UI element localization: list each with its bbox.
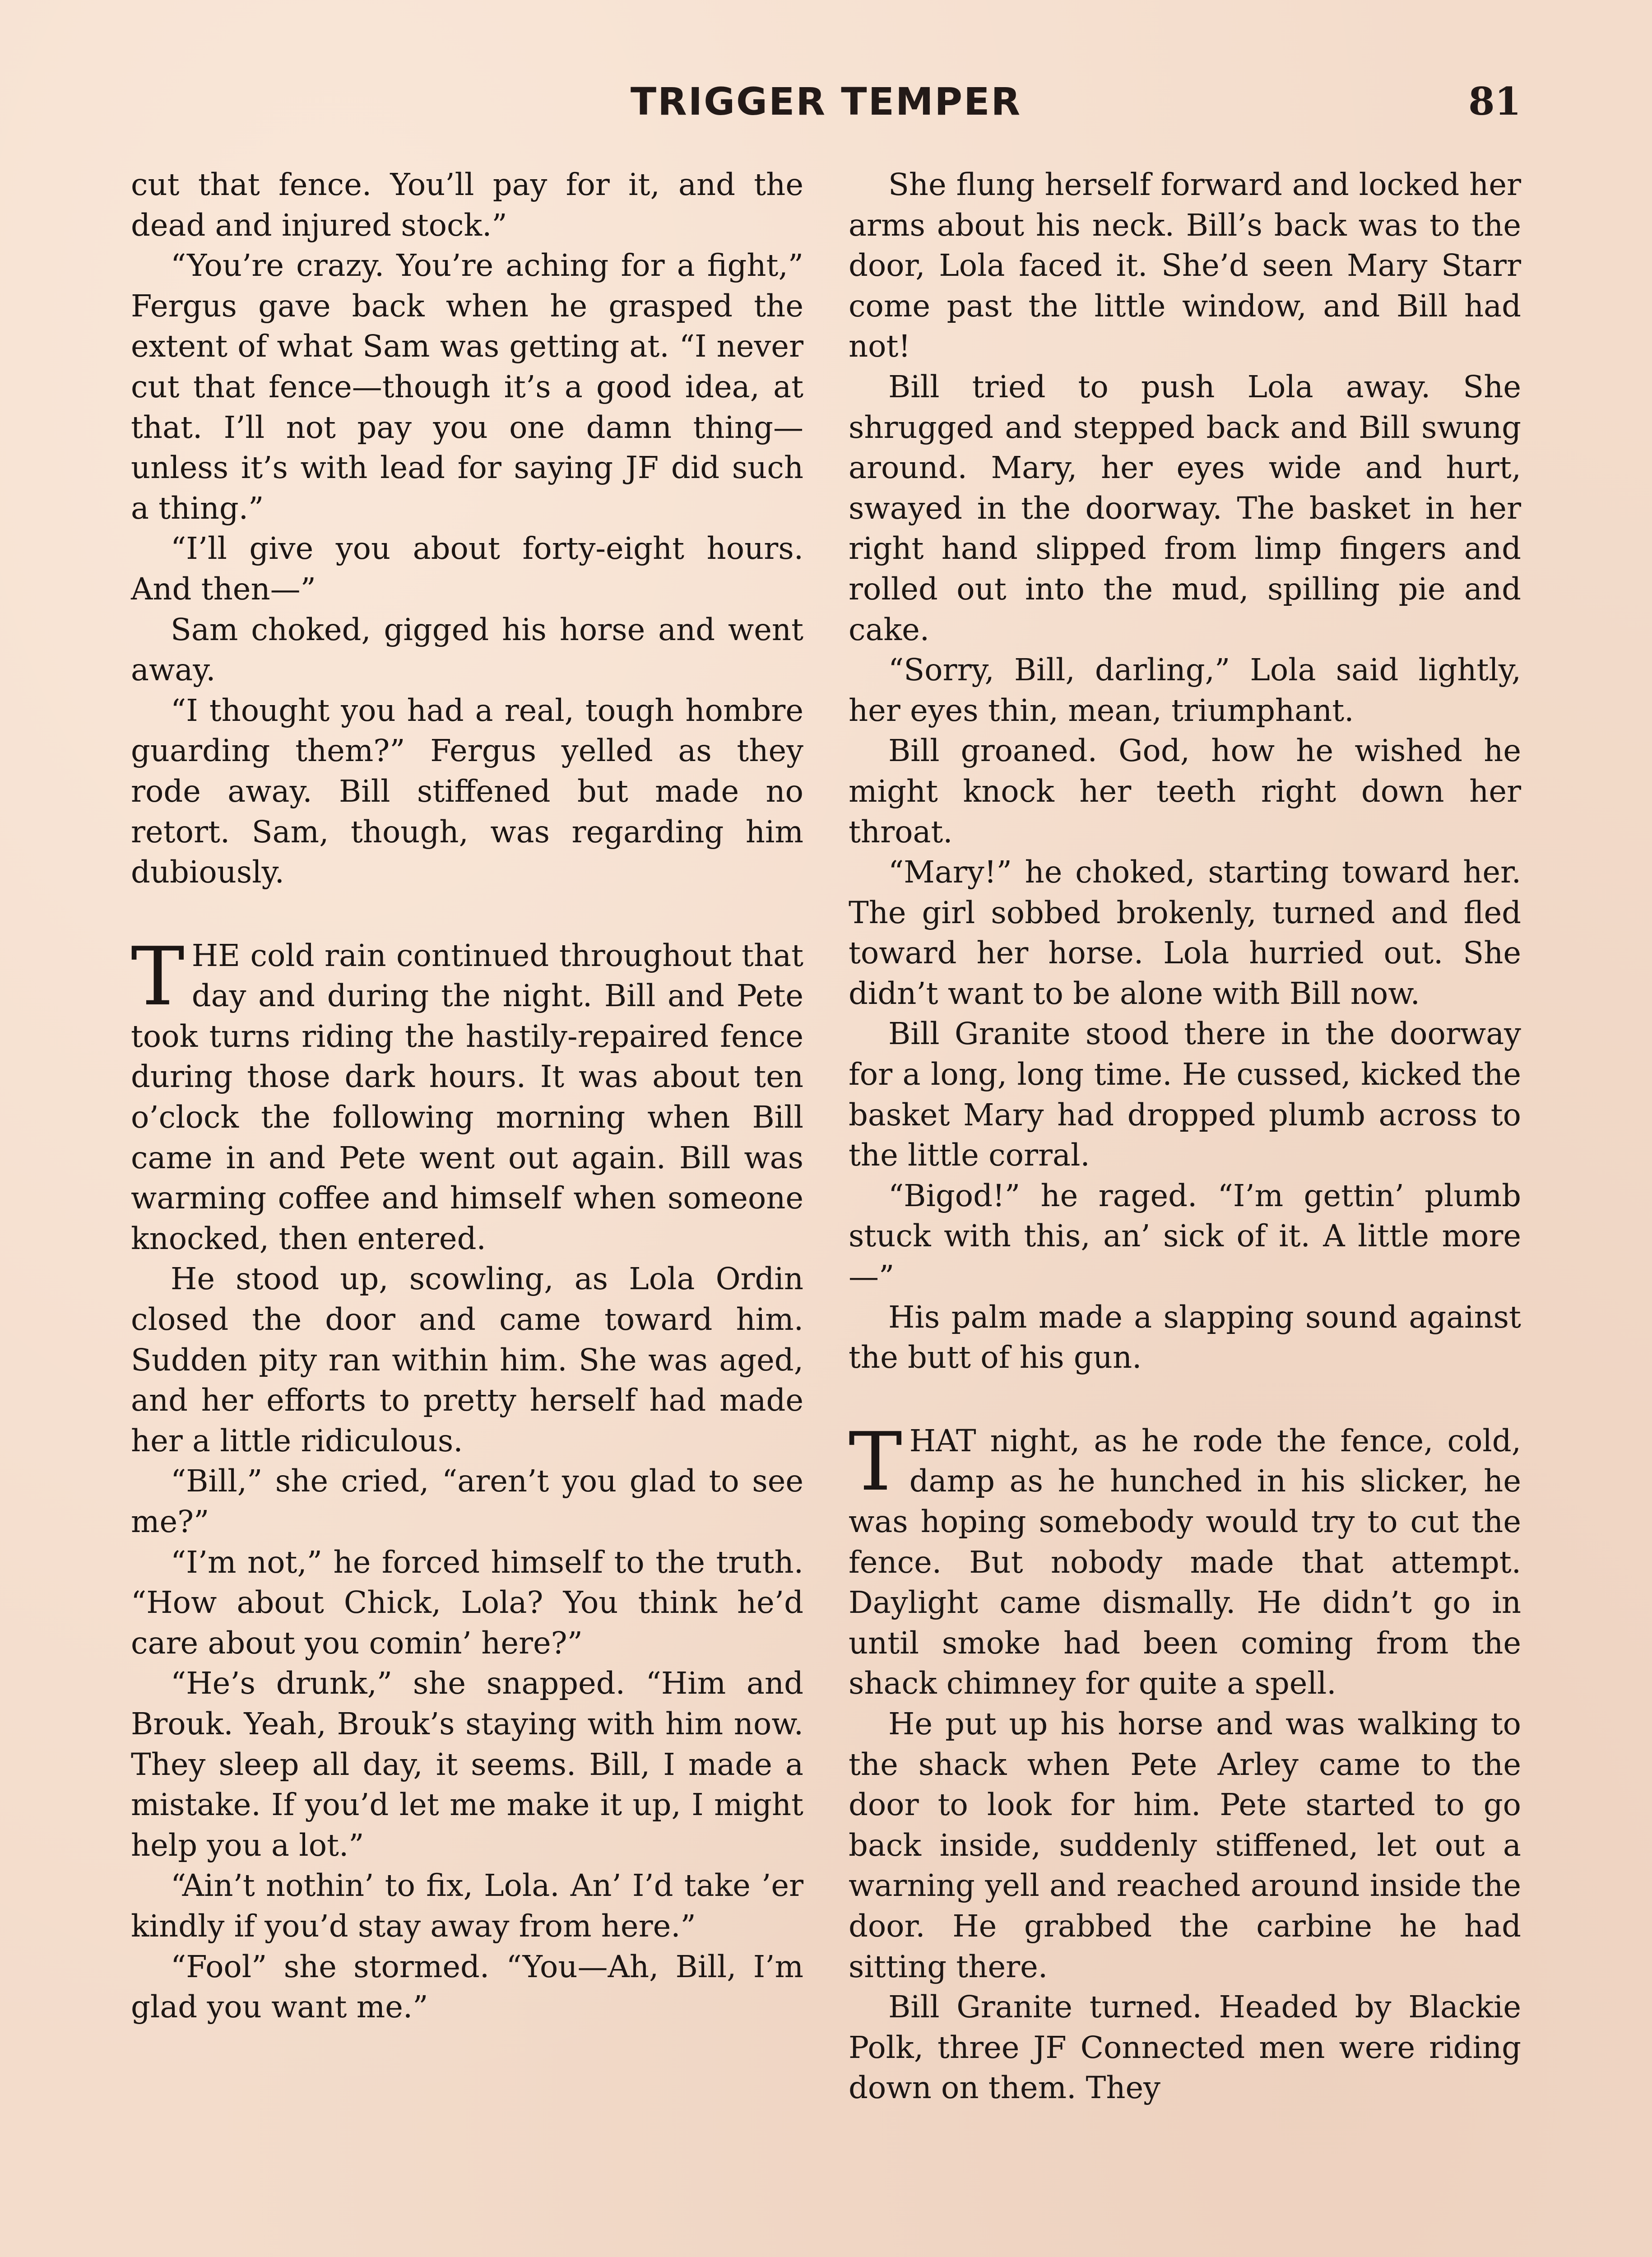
paragraph: “Ain’t nothin’ to fix, Lola. An’ I’d take ’er kindly if you’d stay away from here.” [131, 1868, 803, 1944]
paragraph: “You’re crazy. You’re aching for a fight,” Fergus gave back when he grasped the extent of what Sam was getting at. “I never cut that fence—though it’s a good idea, at that. I’ll not pay you one damn thing—unless it’s with lead for saying JF did such a thing.” [131, 248, 803, 526]
drop-cap: T [131, 929, 185, 1023]
left-column [131, 165, 803, 2028]
paragraph: Bill Granite stood there in the doorway for a long, long time. He cussed, kicked the basket Mary had dropped plumb across to the little corral. [849, 1016, 1521, 1173]
section-opening-paragraph [849, 1415, 1521, 1704]
paragraph: He stood up, scowling, as Lola Ordin closed the door and came toward him. Sudden pity ran within him. She was aged, and her efforts to pretty herself had made her a little ridiculous. [131, 1261, 803, 1458]
paragraph: She flung herself forward and locked her arms about his neck. Bill’s back was to the door, Lola faced it. She’d seen Mary Starr come past the little window, and Bill had not! [849, 167, 1521, 364]
paragraph: “He’s drunk,” she snapped. “Him and Brouk. Yeah, Brouk’s staying with him now. They sleep all day, it seems. Bill, I made a mistake. If you’d let me make it up, I might help you a lot.” [131, 1666, 803, 1863]
paragraph: “I thought you had a real, tough hombre guarding them?” Fergus yelled as they rode away. Bill stiffened but made no retort. Sam, though, was regarding him dubiously. [131, 692, 803, 890]
paragraph: Bill tried to push Lola away. She shrugged and stepped back and Bill swung around. Mary, her eyes wide and hurt, swayed in the doorway. The basket in her right hand slipped from limp fingers and rolled out into the mud, spilling pie and cake. [849, 369, 1521, 647]
paragraph: Bill groaned. God, how he wished he might knock her teeth right down her throat. [849, 733, 1521, 850]
paragraph: “Mary!” he choked, starting toward her. The girl sobbed brokenly, turned and fled toward her horse. Lola hurried out. She didn’t want to be alone with Bill now. [849, 855, 1521, 1011]
right-column [849, 165, 1521, 2108]
paragraph: “Fool” she stormed. “You—Ah, Bill, I’m glad you want me.” [131, 1949, 803, 2025]
paragraph: cut that fence. You’ll pay for it, and the dead and injured stock.” [131, 167, 803, 243]
paragraph: “I’ll give you about forty-eight hours. And then—” [131, 531, 803, 607]
paragraph: “I’m not,” he forced himself to the truth. “How about Chick, Lola? You think he’d care about you comin’ here?” [131, 1544, 803, 1661]
section-opening-paragraph [131, 929, 803, 1259]
section-opening-text: HE cold rain continued throughout that day and during the night. Bill and Pete took turns riding the hastily-repaired fence during those dark hours. It was about ten o’clock the following morning when Bill came in and Pete went out again. Bill was warming coffee and himself when someone knocked, then entered. [131, 938, 803, 1256]
running-title: TRIGGER TEMPER [630, 79, 1022, 124]
paragraph: “Bill,” she cried, “aren’t you glad to see me?” [131, 1463, 803, 1539]
paragraph: “Sorry, Bill, darling,” Lola said lightly, her eyes thin, mean, triumphant. [849, 652, 1521, 728]
section-opening-text: HAT night, as he rode the fence, cold, damp as he hunched in his slicker, he was hoping somebody would try to cut the fence. But nobody made that attempt. Daylight came dismally. He didn’t go in until smoke had been coming from the shack chimney for quite a spell. [849, 1423, 1521, 1701]
page-number: 81 [1468, 79, 1521, 124]
page-header [131, 77, 1521, 126]
paragraph: His palm made a slapping sound against the butt of his gun. [849, 1299, 1521, 1375]
paragraph: “Bigod!” he raged. “I’m gettin’ plumb stuck with this, an’ sick of it. A little more—” [849, 1178, 1521, 1295]
paragraph: He put up his horse and was walking to the shack when Pete Arley came to the door to look for him. Pete started to go back inside, suddenly stiffened, let out a warning yell and reached around inside the door. He grabbed the carbine he had sitting there. [849, 1706, 1521, 1984]
paragraph: Sam choked, gigged his horse and went away. [131, 612, 803, 688]
paragraph: Bill Granite turned. Headed by Blackie Polk, three JF Connected men were riding down on them. They [849, 1989, 1521, 2106]
drop-cap: T [849, 1415, 902, 1509]
section-break [131, 893, 803, 936]
section-break [849, 1378, 1521, 1421]
